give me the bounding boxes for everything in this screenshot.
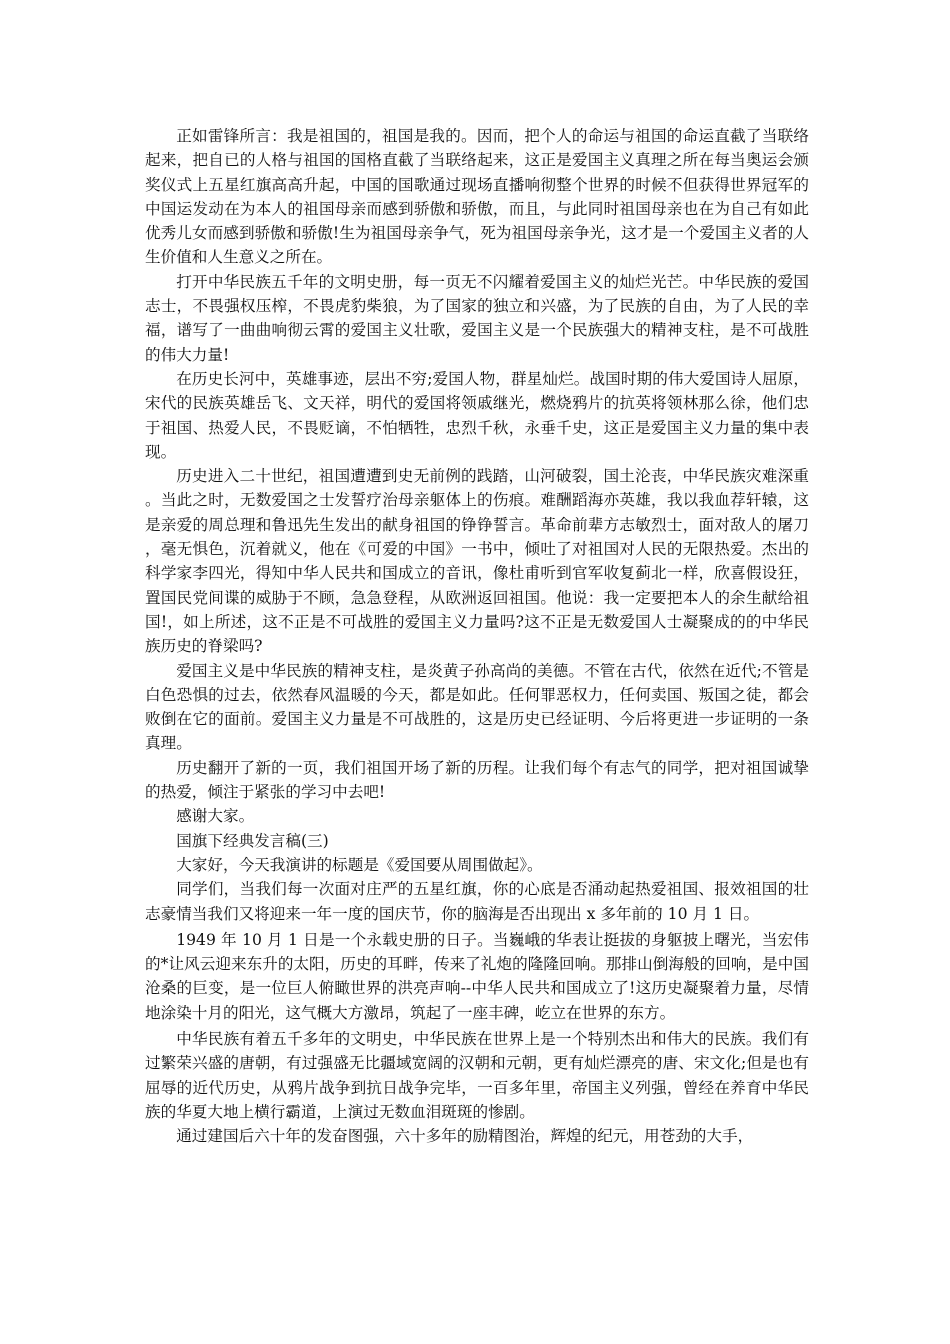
paragraph-8: 1949 年 10 月 1 日是一个永载史册的日子。当巍峨的华表让挺拔的身躯披上曙光，当宏伟的*让风云迎来东升的太阳，历史的耳畔，传来了礼炮的隆隆回响。那排山倒海般的回响，是中国沧桑的巨变，是一位巨人俯瞰世界的洪亮声响--中华人民共和国成立了!这历史凝聚着力量，尽情地涂染十月的阳光，这气概大方激昂，筑起了一座丰碑，屹立在世界的东方。 — [145, 930, 809, 1022]
paragraph-7: 同学们，当我们每一次面对庄严的五星红旗，你的心底是否涌动起热爱祖国、报效祖国的壮志豪情当我们又将迎来一年一度的国庆节，你的脑海是否出现出 x 多年前的 10 月 1 日。 — [145, 880, 809, 923]
document-body — [145, 124, 809, 1148]
paragraph-greeting: 大家好，今天我演讲的标题是《爱国要从周围做起》。 — [176, 855, 543, 874]
paragraph-6: 历史翻开了新的一页，我们祖国开场了新的历程。让我们每个有志气的同学，把对祖国诚挚的热爱，倾注于紧张的学习中去吧! — [145, 758, 809, 802]
paragraph-10: 通过建国后六十年的发奋图强，六十多年的励精图治，辉煌的纪元，用苍劲的大手， — [176, 1127, 754, 1146]
paragraph-3: 在历史长河中，英雄事迹，层出不穷;爱国人物，群星灿烂。战国时期的伟大爱国诗人屈原，宋代的民族英雄岳飞、文天祥，明代的爱国将领戚继光，燃烧鸦片的抗英将领林那么徐，他们忠于祖国、热爱人民，不畏贬谪，不怕牺牲，忠烈千秋，永垂千史，这正是爱国主义力量的集中表现。 — [145, 369, 809, 461]
paragraph-thanks: 感谢大家。 — [176, 807, 255, 826]
paragraph-2: 打开中华民族五千年的文明史册，每一页无不闪耀着爱国主义的灿烂光芒。中华民族的爱国志士，不畏强权压榨，不畏虎豹柴狼，为了国家的独立和兴盛，为了民族的自由，为了人民的幸福，谱写了一曲曲响彻云霄的爱国主义壮歌，爱国主义是一个民族强大的精神支柱，是不可战胜的伟大力量! — [145, 272, 809, 364]
paragraph-5: 爱国主义是中华民族的精神支柱，是炎黄子孙高尚的美德。不管在古代，依然在近代;不管是白色恐惧的过去，依然春风温暖的今天，都是如此。任何罪恶权力，任何卖国、叛国之徒，都会败倒在它的面前。爱国主义力量是不可战胜的，这是历史已经证明、今后将更进一步证明的一条真理。 — [145, 661, 809, 753]
section-heading: 国旗下经典发言稿(三) — [176, 831, 329, 850]
paragraph-9: 中华民族有着五千多年的文明史，中华民族在世界上是一个特别杰出和伟大的民族。我们有过繁荣兴盛的唐朝，有过强盛无比疆域宽阔的汉朝和元朝，更有灿烂漂亮的唐、宋文化;但是也有屈辱的近代历史，从鸦片战争到抗日战争完毕，一百多年里，帝国主义列强，曾经在养育中华民族的华夏大地上横行霸道，上演过无数血泪斑斑的惨剧。 — [145, 1029, 809, 1121]
paragraph-1: 正如雷锋所言：我是祖国的，祖国是我的。因而，把个人的命运与祖国的命运直截了当联络起来，把自已的人格与祖国的国格直截了当联络起来，这正是爱国主义真理之所在每当奥运会颁奖仪式上五星红旗高高升起，中国的国歌通过现场直播响彻整个世界的时候不但获得世界冠军的中国运发动在为本人的祖国母亲而感到骄傲和骄傲，而且，与此同时祖国母亲也在为自己有如此优秀儿女而感到骄傲和骄傲!生为祖国母亲争气，死为祖国母亲争光，这才是一个爱国主义者的人生价值和人生意义之所在。 — [145, 127, 809, 267]
paragraph-4: 历史进入二十世纪，祖国遭遭到史无前例的践踏，山河破裂，国土沦丧，中华民族灾难深重。当此之时，无数爱国之士发誓疗治母亲躯体上的伤痕。难酬蹈海亦英雄，我以我血荐轩辕，这是亲爱的周总理和鲁迅先生发出的献身祖国的铮铮誓言。革命前辈方志敏烈士，面对敌人的屠刀，毫无惧色，沉着就义，他在《可爱的中国》一书中，倾吐了对祖国对人民的无限热爱。杰出的科学家李四光，得知中华人民共和国成立的音讯，像杜甫听到官军收复蓟北一样，欣喜假设狂，置国民党间谍的威胁于不顾，急急登程，从欧洲返回祖国。他说：我一定要把本人的余生献给祖国!，如上所述，这不正是不可战胜的爱国主义力量吗?这不正是无数爱国人士凝聚成的的中华民族历史的脊梁吗? — [145, 467, 809, 656]
